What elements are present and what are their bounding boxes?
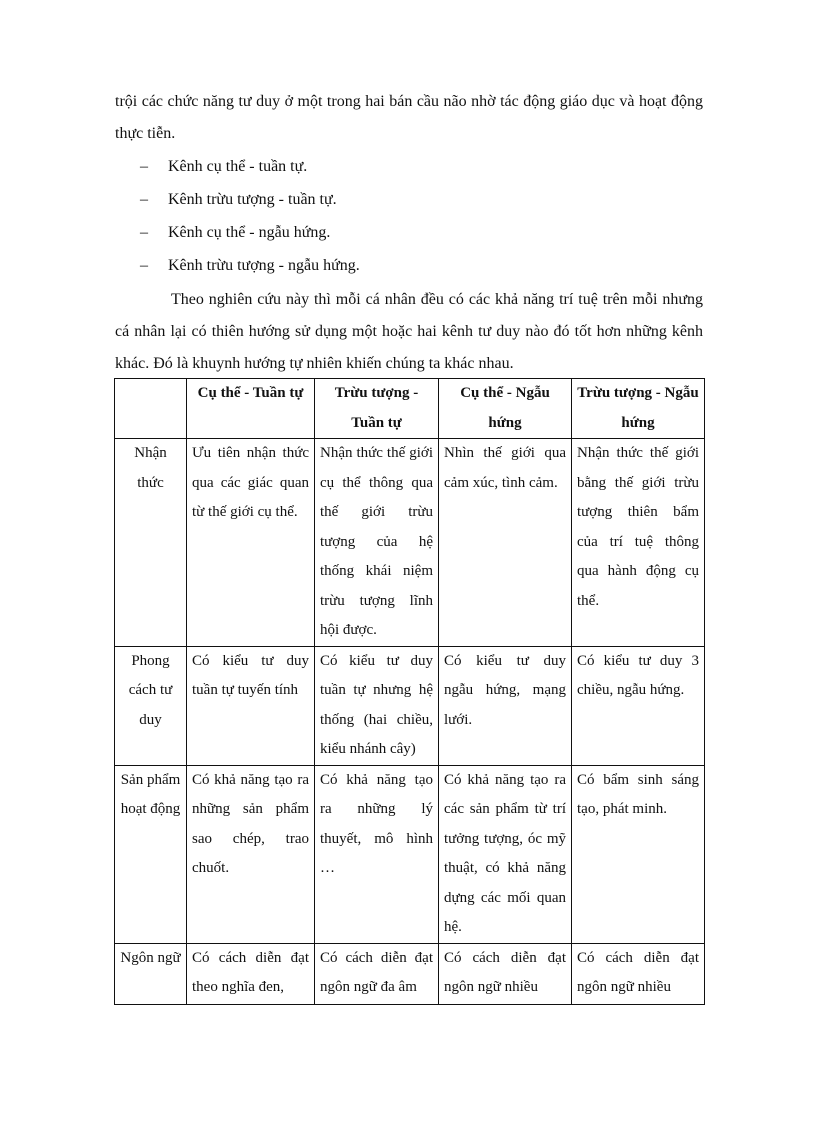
- channel-label: Kênh trừu tượng - tuần tự.: [168, 191, 337, 208]
- table-header-cell: Cụ thể - Tuần tự: [187, 379, 315, 439]
- channel-list: [140, 150, 360, 282]
- list-item: [140, 249, 360, 282]
- channel-label: Kênh trừu tượng - ngẫu hứng.: [168, 257, 360, 274]
- table-cell: Nhận thức thế giới cụ thể thông qua thế giới trừu tượng của hệ thống khái niệm trừu tượng lĩnh hội được.: [315, 439, 439, 647]
- table-header-row: [115, 379, 705, 439]
- research-paragraph: Theo nghiên cứu này thì mỗi cá nhân đều có các khả năng trí tuệ trên mỗi nhưng cá nhân lại có thiên hướng sử dụng một hoặc hai kênh tư duy nào đó tốt hơn những kênh khác. Đó là khuynh hướng tự nhiên khiến chúng ta khác nhau.: [115, 291, 703, 372]
- table-header-cell: Cụ thể - Ngẫu hứng: [439, 379, 572, 439]
- table-header-cell: Trừu tượng - Tuần tự: [315, 379, 439, 439]
- table-cell: Ưu tiên nhận thức qua các giác quan từ thế giới cụ thể.: [187, 439, 315, 647]
- dash-bullet: –: [140, 224, 148, 241]
- table-cell: Nhìn thế giới qua cảm xúc, tình cảm.: [439, 439, 572, 647]
- table-cell: Có cách diễn đạt theo nghĩa đen,: [187, 943, 315, 1004]
- table-cell: Có kiểu tư duy tuần tự tuyến tính: [187, 646, 315, 765]
- dash-bullet: –: [140, 257, 148, 274]
- table-cell: Có bẩm sinh sáng tạo, phát minh.: [572, 765, 705, 943]
- list-item: [140, 216, 360, 249]
- row-label: Sản phẩm hoạt động: [115, 765, 187, 943]
- thinking-style-table: [114, 378, 705, 1005]
- table-cell: Có cách diễn đạt ngôn ngữ nhiều: [572, 943, 705, 1004]
- table-cell: Có kiểu tư duy ngẫu hứng, mạng lưới.: [439, 646, 572, 765]
- row-label: Nhận thức: [115, 439, 187, 647]
- table-cell: Nhận thức thế giới bằng thế giới trừu tượng thiên bẩm của trí tuệ thông qua hành động cụ thể.: [572, 439, 705, 647]
- list-item: [140, 183, 360, 216]
- list-item: [140, 150, 360, 183]
- table-cell: Có khả năng tạo ra các sản phẩm từ trí tưởng tượng, óc mỹ thuật, có khả năng dựng các mối quan hệ.: [439, 765, 572, 943]
- intro-paragraph: trội các chức năng tư duy ở một trong hai bán cầu não nhờ tác động giáo dục và hoạt động thực tiễn.: [115, 93, 703, 142]
- dash-bullet: –: [140, 191, 148, 208]
- table-cell: Có kiểu tư duy tuần tự nhưng hệ thống (hai chiều, kiểu nhánh cây): [315, 646, 439, 765]
- dash-bullet: –: [140, 158, 148, 175]
- table-row: [115, 765, 705, 943]
- table-cell: Có cách diễn đạt ngôn ngữ đa âm: [315, 943, 439, 1004]
- row-label: Ngôn ngữ: [115, 943, 187, 1004]
- table-cell: Có cách diễn đạt ngôn ngữ nhiều: [439, 943, 572, 1004]
- table-row: [115, 943, 705, 1004]
- channel-label: Kênh cụ thể - ngẫu hứng.: [168, 224, 331, 241]
- table-header-cell: Trừu tượng - Ngẫu hứng: [572, 379, 705, 439]
- table-cell: Có khả năng tạo ra những lý thuyết, mô hình …: [315, 765, 439, 943]
- table-header-corner: [115, 379, 187, 439]
- table-row: [115, 646, 705, 765]
- table-cell: Có kiểu tư duy 3 chiều, ngẫu hứng.: [572, 646, 705, 765]
- table-row: [115, 439, 705, 647]
- table-cell: Có khả năng tạo ra những sản phẩm sao chép, trao chuốt.: [187, 765, 315, 943]
- row-label: Phong cách tư duy: [115, 646, 187, 765]
- channel-label: Kênh cụ thể - tuần tự.: [168, 158, 308, 175]
